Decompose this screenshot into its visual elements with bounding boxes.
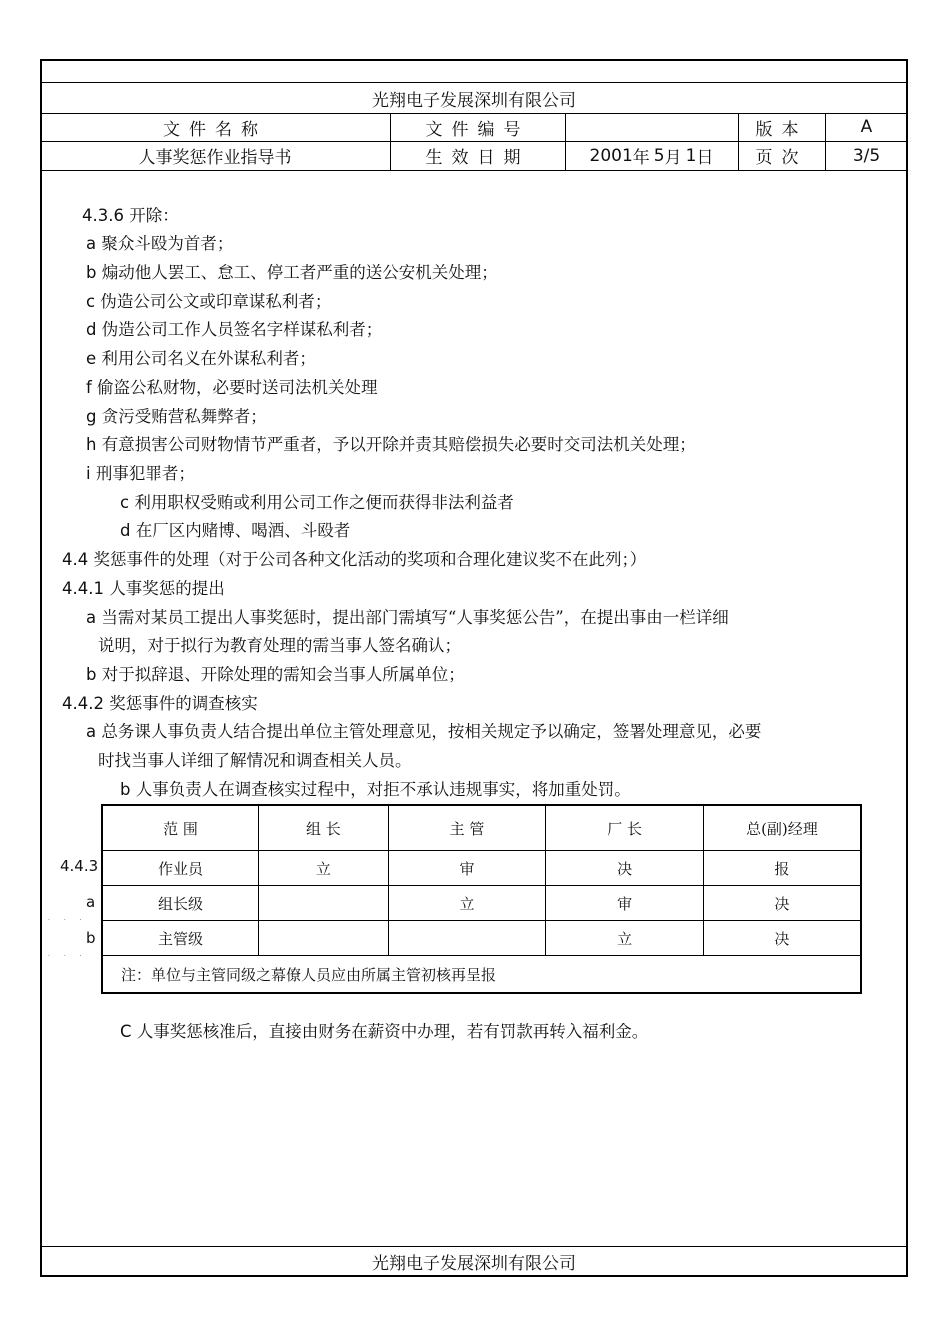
version-value: A [860,117,873,137]
section-text: 人事奖惩的提出 [103,579,225,598]
body-line [120,1022,648,1042]
table-cell [388,921,546,956]
item-number: 4.3.6 [82,206,124,225]
page-label: 页次 [755,148,808,168]
item-text: 利用职权受贿或利用公司工作之便而获得非法利益者 [129,493,514,512]
effective-date-value [565,141,738,170]
body-line [98,751,412,771]
item-text: 偷盗公私财物，必要时送司法机关处理 [91,378,378,397]
body-line [86,435,696,455]
doc-title: 人事奖惩作业指导书 [138,148,292,168]
item-letter: a [86,722,97,741]
body-line [62,579,225,599]
item-text: 伪造公司工作人员签名字样谋私利者； [96,320,383,339]
item-letter: a [86,234,97,253]
body-line [86,320,382,340]
item-text: 人事奖惩核准后，直接由财务在薪资中办理，若有罚款再转入福利金。 [131,1022,649,1041]
item-text: 煽动他人罢工、怠工、停工者严重的送公安机关处理； [96,263,498,282]
table-note: 注：单位与主管同级之幕僚人员应由所属主管初核再呈报 [102,956,861,994]
table-note-row [102,956,861,994]
body-line [86,608,729,628]
item-text: 利用公司名义在外谋私利者； [96,349,316,368]
table-row [102,851,861,886]
effective-year-unit: 年 [632,148,650,168]
item-letter: b [86,263,97,282]
item-letter: b [120,780,131,799]
table-cell: 立 [388,886,546,921]
item-text: 伪造公司公文或印章谋私利者； [95,292,332,311]
side-letter-b: b [86,929,96,947]
doc-number-label: 文件编号 [425,119,530,140]
table-header-cell: 主 管 [388,805,546,851]
table-cell [259,921,389,956]
body-line [120,493,514,513]
table-cell: 决 [703,886,861,921]
table-cell: 立 [546,921,704,956]
item-text: 总务课人事负责人结合提出单位主管处理意见，按相关规定予以确定，签署处理意见，必要 [96,722,762,741]
body-line [86,378,378,398]
table-cell: 主管级 [102,921,259,956]
truncated-text-remnant: . . . [48,951,88,958]
body-line [86,292,331,312]
approval-authority-table [101,804,862,994]
item-text: 说明，对于拟行为教育处理的需当事人签名确认； [98,636,461,655]
effective-month-unit: 月 [664,148,682,168]
body-line [120,521,350,541]
page-number: 3/5 [852,145,881,166]
table-cell: 审 [546,886,704,921]
table-cell: 立 [259,851,389,886]
table-header-row [102,805,861,851]
item-letter: h [86,435,97,454]
effective-day-unit: 日 [696,148,714,168]
effective-year-number: 2001 [589,145,633,166]
item-letter: f [86,378,92,397]
body-line [86,263,498,283]
item-text: 开除： [123,206,179,225]
effective-month-number: 5 [653,145,665,166]
item-letter: b [86,665,97,684]
body-line [86,234,233,254]
footer-company-name: 光翔电子发展深圳有限公司 [372,1254,576,1274]
body-line [86,722,761,742]
effective-date-label: 生效日期 [425,148,530,168]
company-name: 光翔电子发展深圳有限公司 [372,91,576,111]
table-row [102,886,861,921]
item-letter: d [120,521,131,540]
body-line [120,780,631,800]
table-row [102,921,861,956]
body-line [86,665,465,685]
effective-day-number: 1 [685,145,697,166]
item-text: 贪污受贿营私舞弊者； [96,407,267,426]
section-number: 4.4.1 [62,579,104,598]
section-number-4-4-3: 4.4.3 [60,857,99,875]
item-letter: d [86,320,97,339]
table-cell: 报 [703,851,861,886]
item-text: 人事负责人在调查核实过程中，对拒不承认违规事实，将加重处罚。 [130,780,631,799]
table-header-cell: 厂 长 [546,805,704,851]
item-letter: c [86,292,96,311]
item-letter: c [120,493,130,512]
body-line [82,206,179,226]
item-text: 对于拟辞退、开除处理的需知会当事人所属单位； [96,665,465,684]
doc-name-label: 文件名称 [163,119,267,140]
table-cell [259,886,389,921]
item-letter: C [120,1022,132,1041]
item-text: 时找当事人详细了解情况和调查相关人员。 [98,751,412,770]
item-letter: e [86,349,97,368]
header-rule [40,82,908,83]
body-line [98,636,461,656]
section-number: 4.4.2 [62,694,104,713]
section-text: 奖惩事件的调查核实 [103,694,258,713]
item-letter: i [86,464,91,483]
item-text: 聚众斗殴为首者； [96,234,234,253]
body-line [62,694,258,714]
body-line [86,407,267,427]
item-text: 当需对某员工提出人事奖惩时，提出部门需填写“人事奖惩公告”，在提出事由一栏详细 [96,608,729,627]
table-cell: 决 [546,851,704,886]
item-text: 刑事犯罪者； [90,464,195,483]
table-header-cell: 范 围 [102,805,259,851]
item-letter: g [86,407,97,426]
doc-number-value [565,113,738,141]
table-cell: 决 [703,921,861,956]
header-rule [40,170,908,171]
version-label: 版本 [755,119,808,140]
body-line [86,464,195,484]
item-text: 有意损害公司财物情节严重者，予以开除并责其赔偿损失必要时交司法机关处理； [96,435,696,454]
item-text: 在厂区内赌博、喝酒、斗殴者 [130,521,351,540]
table-header-cell: 组 长 [259,805,389,851]
truncated-text-remnant: . . . [48,915,88,922]
body-line [86,349,316,369]
table-cell: 作业员 [102,851,259,886]
table-header-cell: 总(副)经理 [703,805,861,851]
section-text: 奖惩事件的处理（对于公司各种文化活动的奖项和合理化建议奖不在此列；） [88,550,647,569]
table-cell: 审 [388,851,546,886]
footer-rule [40,1246,908,1247]
side-letter-a: a [86,893,96,911]
table-cell: 组长级 [102,886,259,921]
section-number: 4.4 [62,550,89,569]
body-line [62,550,646,570]
item-letter: a [86,608,97,627]
